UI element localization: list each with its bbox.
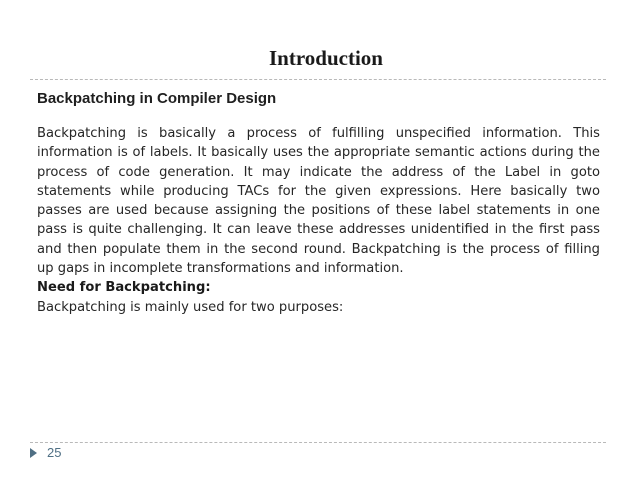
slide-content	[37, 124, 600, 317]
section-text: Backpatching is mainly used for two purposes:	[37, 299, 344, 315]
section-heading: Need for Backpatching:	[37, 280, 211, 296]
slide-subtitle: Backpatching in Compiler Design	[37, 90, 277, 107]
slide-title: Introduction	[269, 46, 383, 70]
body-paragraph: Backpatching is basically a process of fulfilling unspecified information. This information is of labels. It basically uses the appropriate semantic actions during the process of code generation. It may indicate the address of the Label in goto statements while producing TACs for the given expressions. Here basically two passes are used because assigning the positions of these label statements in one pass is quite challenging. It can leave these addresses unidentified in the first pass and then populate them in the second round. Backpatching is the process of filling up gaps in incomplete transformations and information.	[37, 126, 600, 277]
footer-triangle-icon	[30, 448, 37, 458]
bottom-divider	[30, 442, 606, 443]
top-divider	[30, 79, 606, 80]
page-number: 25	[47, 445, 62, 460]
